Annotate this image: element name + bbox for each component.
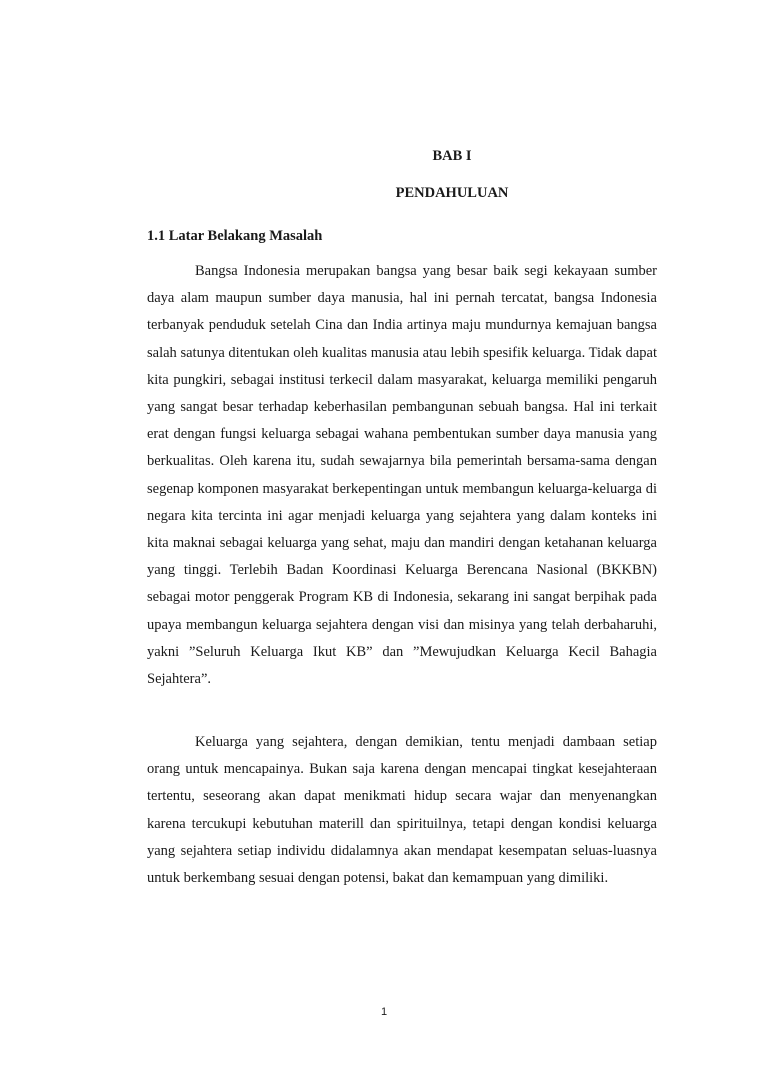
body-paragraph: Bangsa Indonesia merupakan bangsa yang besar baik segi kekayaan sumber daya alam maupun sumber daya manusia, hal ini pernah tercatat, bangsa Indonesia terbanyak penduduk setelah Cina dan India artinya maju mundurnya kemajuan bangsa salah satunya ditentukan oleh kualitas manusia atau lebih spesifik keluarga. Tidak dapat kita pungkiri, sebagai institusi terkecil dalam masyarakat, keluarga memiliki pengaruh yang sangat besar terhadap keberhasilan pembangunan sebuah bangsa. Hal ini terkait erat dengan fungsi keluarga sebagai wahana pembentukan sumber daya manusia yang berkualitas. Oleh karena itu, sudah sewajarnya bila pemerintah bersama-sama dengan segenap komponen masyarakat berkepentingan untuk membangun keluarga-keluarga di negara kita tercinta ini agar menjadi keluarga yang sejahtera yang dalam konteks ini kita maknai sebagai keluarga yang sehat, maju dan mandiri dengan ketahanan keluarga yang tinggi. Terlebih Badan Koordinasi Keluarga Berencana Nasional (BKKBN) sebagai motor penggerak Program KB di Indonesia, sekarang ini sangat berpihak pada upaya membangun keluarga sejahtera dengan visi dan misinya yang telah derbaharuhi, yakni ”Seluruh Keluarga Ikut KB” dan ”Mewujudkan Keluarga Kecil Bahagia Sejahtera”. [147,263,657,688]
chapter-number: BAB I [432,148,472,164]
chapter-title: PENDAHULUAN [395,185,509,201]
section-heading: 1.1 Latar Belakang Masalah [147,228,323,244]
body-paragraph: Keluarga yang sejahtera, dengan demikian, tentu menjadi dambaan setiap orang untuk mencapainya. Bukan saja karena dengan mencapai tingkat kesejahteraan tertentu, seseorang akan dapat menikmati hidup secara wajar dan menyenangkan karena tercukupi kebutuhan materill dan spirituilnya, tetapi dengan kondisi keluarga yang sejahtera setiap individu didalamnya akan mendapat kesempatan seluas-luasnya untuk berkembang sesuai dengan potensi, bakat dan kemampuan yang dimiliki. [147,734,657,887]
page-number: 1 [380,1006,388,1018]
